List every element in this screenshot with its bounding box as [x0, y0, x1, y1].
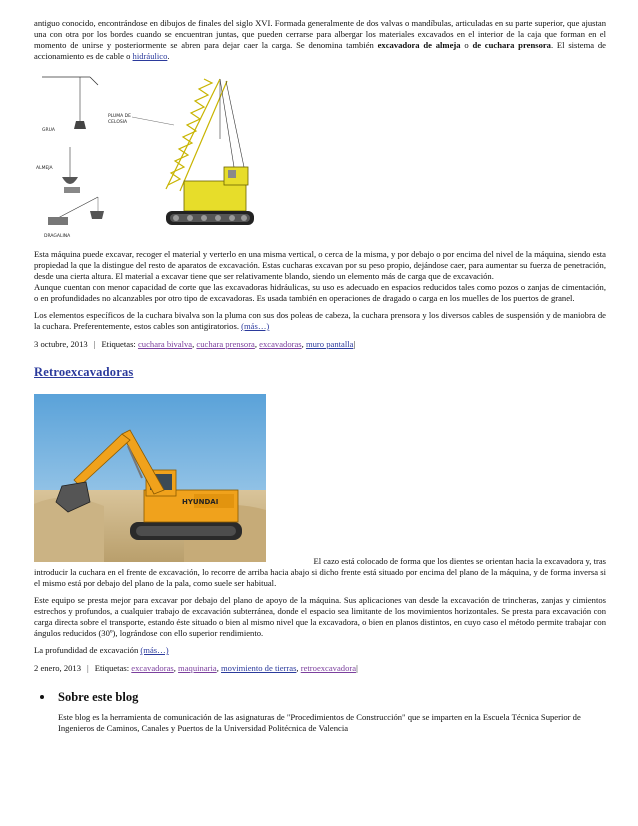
- sidebar-text: Este blog es la herramienta de comunicación de las asignaturas de "Procedimientos de Construcción" que se imparten en la Escuela Técnica Superior de Ingenieros de Caminos, Canales y Puertos de la Universidad Politécnica de Valencia: [58, 712, 581, 733]
- sidebar-about: [34, 690, 606, 734]
- tags-end: |: [353, 339, 356, 349]
- meta-separator: |: [87, 663, 89, 673]
- crane-illustration: [34, 69, 272, 241]
- intro-end: .: [167, 51, 170, 61]
- label-dragalina: DRAGALINA: [44, 234, 71, 239]
- post-date: 3 octubre, 2013: [34, 339, 88, 349]
- paragraph-text: Este equipo se presta mejor para excavar por debajo del plano de apoyo de la máquina. Sus aplicaciones van desde la excavación de trincheras, zanjas y cimientos estrechos y profundos, a cualquier trabajo de excavación subterránea, donde el espacio sea limitante de los movimientos horizontales. Se presta para excavación con carga directa sobre el transporte, estando éste situado o bien al mismo nivel que la excavadora, o bien en planos distintos, en cuyo caso el método permite trabajar con ángulos reducidos (30º), lográndose con ello superior rendimiento.: [34, 595, 606, 638]
- article1-paragraph2: [34, 310, 606, 332]
- label-almeja: ALMEJA: [36, 166, 53, 171]
- tag-link[interactable]: maquinaria: [178, 663, 217, 673]
- read-more-link[interactable]: (más…): [140, 645, 169, 655]
- label-celosia: CELOSIA: [108, 120, 128, 125]
- paragraph2-text: Los elementos específicos de la cuchara bivalva son la pluma con sus dos poleas de cabeza, la cuchara prensora y los diversos cables de suspensión y de maniobra de la cuchara. Preferentemente, estos cables son antigiratorios.: [34, 310, 606, 331]
- hidraulico-link[interactable]: hidráulico: [132, 51, 168, 61]
- intro-text-2: . El sistema de accionamiento es de cable o: [34, 40, 606, 61]
- sidebar-widget: [34, 690, 606, 734]
- article1-intro: [34, 18, 606, 62]
- hyundai-logo-text: HYUNDAI: [182, 498, 219, 506]
- article1-meta: 3 octubre, 2013 | Etiquetas: cuchara bivalva, cuchara prensora, excavadoras, muro pantalla|: [34, 339, 356, 349]
- post-title-link[interactable]: Retroexcavadoras: [34, 365, 134, 379]
- tag-link[interactable]: excavadoras: [259, 339, 302, 349]
- paragraph1-text-2: Aunque cuentan con menor capacidad de corte que las excavadoras hidráulicas, su uso es adecuado en espacios reducidos tales como pozos o zanjas de cimentación, o en profundidades no alcanzables por otro tipo de excavadoras. Es usada también en operaciones de dragado o carga en los muelles de los puertos de granel.: [34, 282, 606, 303]
- meta-separator: |: [93, 339, 96, 349]
- excavator-tracks: [130, 522, 242, 540]
- tags-label: Etiquetas:: [101, 339, 136, 349]
- intro-text-mid: o: [460, 40, 473, 50]
- paragraph-text-2: La profundidad de excavación: [34, 645, 141, 655]
- intro-bold-almeja: excavadora de almeja: [377, 40, 461, 50]
- tag-link[interactable]: excavadoras: [131, 663, 174, 673]
- tags-label: Etiquetas:: [94, 663, 130, 673]
- article1-paragraph1: [34, 249, 606, 304]
- intro-bold-cuchara: de cuchara prensora: [472, 40, 551, 50]
- wrap-text-rest: introducir la cuchara en el frente de excavación, lo recorre de arriba hacia abajo si dicho frente está situado por encima del plano de la máquina, y de forma inversa si el mismo está por debajo del plano de la pala, como suele ser habitual.: [34, 567, 606, 588]
- intro-text: antiguo conocido, encontrándose en dibujos de finales del siglo XVI. Formada generalmente de dos valvas o mandíbulas, articuladas en su parte superior, que ajustan una con otra por los bordes cuando se encuentran juntas, que pueden cerrarse para albergar los materiales excavados en el interior de la caja que forman en el momento de unirse y posteriormente se abren para dejar caer la carga. Se denomina también: [34, 18, 606, 50]
- tag-link[interactable]: cuchara prensora: [196, 339, 255, 349]
- article2-paragraph1: [34, 595, 606, 639]
- wrap-text-right: El cazo está colocado de forma que los dientes se orientan hacia la excavadora y, tras: [313, 556, 606, 566]
- label-pluma: PLUMA DE: [108, 114, 131, 119]
- post-date: 2 enero, 2013: [34, 663, 82, 673]
- label-grua: GRUA: [42, 128, 55, 133]
- tag-link[interactable]: retroexcavadora: [300, 663, 357, 673]
- article2-paragraph2: [34, 645, 606, 656]
- crane-clamshell-figure: [34, 69, 272, 241]
- crane-tracks: [166, 211, 254, 225]
- bullet-icon: [40, 695, 44, 699]
- post-title: [34, 365, 606, 380]
- read-more-link[interactable]: (más…): [241, 321, 270, 331]
- tag-link[interactable]: muro pantalla: [305, 339, 354, 349]
- paragraph1-text: Esta máquina puede excavar, recoger el material y verterlo en una misma vertical, o cerca de la misma, y por debajo o por encima del nivel de la máquina, siendo esta propiedad la que la distingue del resto de aparatos de excavación. Estas cucharas excavan por su peso propio, dejándose caer, para aumentar su fuerza de penetración, desde una cierta altura. El material a excavar tiene que ser relativamente blando, siendo un elemento más de carga que de excavación.: [34, 249, 606, 281]
- tag-link[interactable]: cuchara bivalva: [137, 339, 193, 349]
- excavator-illustration: [34, 394, 266, 562]
- tag-link[interactable]: movimiento de tierras: [221, 663, 297, 673]
- article2-meta: 2 enero, 2013 | Etiquetas: excavadoras, maquinaria, movimiento de tierras, retroexcavadora|: [34, 663, 358, 673]
- sidebar-title: Sobre este blog: [58, 690, 139, 704]
- excavator-photo: [34, 394, 266, 562]
- tags-end: |: [356, 663, 358, 673]
